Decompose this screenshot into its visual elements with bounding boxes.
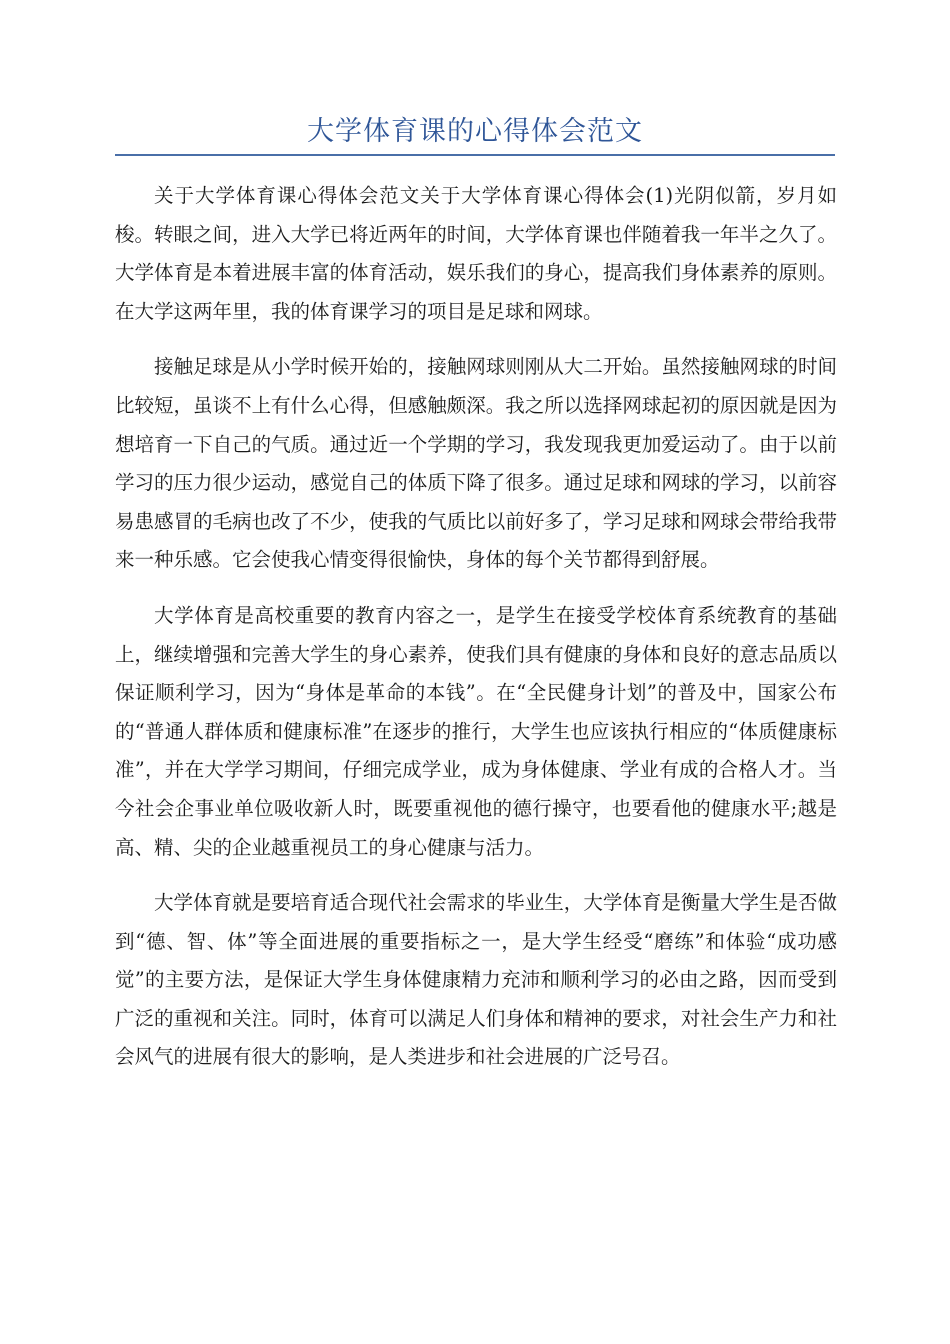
title-underline-rule (115, 154, 835, 156)
paragraph-4: 大学体育就是要培育适合现代社会需求的毕业生，大学体育是衡量大学生是否做到“德、智、体”等全面进展的重要指标之一，是大学生经受“磨练”和体验“成功感觉”的主要方法，是保证大学生身体健康精力充沛和顺利学习的必由之路，因而受到广泛的重视和关注。同时，体育可以满足人们身体和精神的要求，对社会生产力和社会风气的进展有很大的影响，是人类进步和社会进展的广泛号召。 (115, 891, 837, 1069)
paragraph-2: 接触足球是从小学时候开始的，接触网球则刚从大二开始。虽然接触网球的时间比较短，虽谈不上有什么心得，但感触颇深。我之所以选择网球起初的原因就是因为想培育一下自己的气质。通过近一个学期的学习，我发现我更加爱运动了。由于以前学习的压力很少运动，感觉自己的体质下降了很多。通过足球和网球的学习，以前容易患感冒的毛病也改了不少，使我的气质比以前好多了，学习足球和网球会带给我带来一种乐感。它会使我心情变得很愉快，身体的每个关节都得到舒展。 (115, 355, 837, 572)
document-body (115, 177, 837, 1094)
document-title: 大学体育课的心得体会范文 (307, 116, 643, 147)
paragraph-3: 大学体育是高校重要的教育内容之一，是学生在接受学校体育系统教育的基础上，继续增强和完善大学生的身心素养，使我们具有健康的身体和良好的意志品质以保证顺利学习，因为“身体是革命的本钱”。在“全民健身计划”的普及中，国家公布的“普通人群体质和健康标准”在逐步的推行，大学生也应该执行相应的“体质健康标准”，并在大学学习期间，仔细完成学业，成为身体健康、学业有成的合格人才。当今社会企事业单位吸收新人时，既要重视他的德行操守，也要看他的健康水平;越是高、精、尖的企业越重视员工的身心健康与活力。 (115, 603, 837, 859)
paragraph-1: 关于大学体育课心得体会范文关于大学体育课心得体会(1)光阴似箭，岁月如梭。转眼之间，进入大学已将近两年的时间，大学体育课也伴随着我一年半之久了。大学体育是本着进展丰富的体育活动，娱乐我们的身心，提高我们身体素养的原则。在大学这两年里，我的体育课学习的项目是足球和网球。 (115, 184, 837, 323)
title-block (115, 112, 835, 156)
